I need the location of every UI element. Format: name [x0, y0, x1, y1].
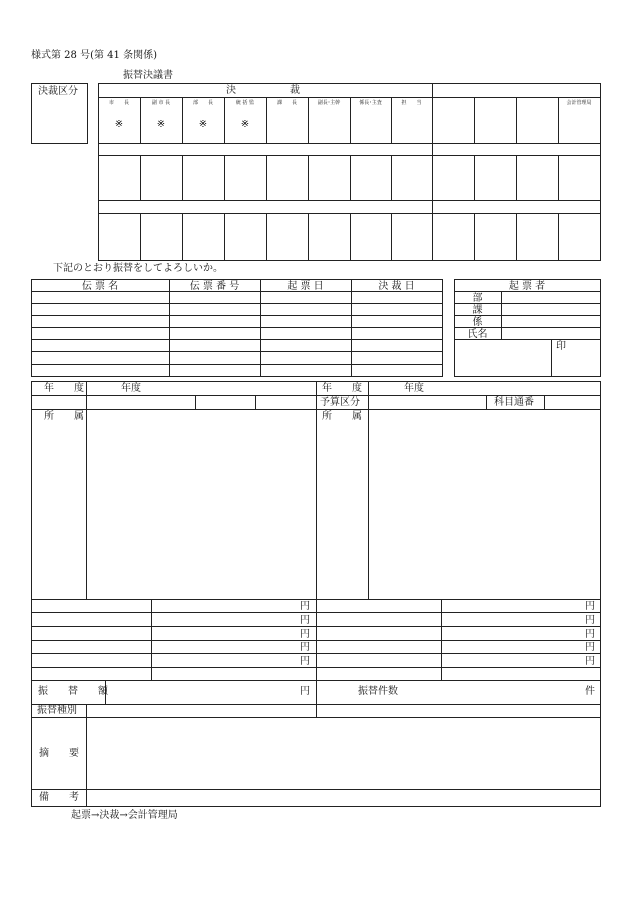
role-supervisor: 統 括 監 — [235, 100, 255, 106]
accounting-office-label: 会計管理局 — [566, 100, 592, 106]
role-mayor: 市 長 — [108, 100, 129, 106]
role-director: 部 長 — [192, 100, 213, 106]
role-vice-mayor: 副 市 長 — [151, 100, 171, 106]
budget-category-label: 予算区分 — [320, 397, 360, 408]
drafter-unit-label: 係 — [472, 317, 483, 328]
transfer-count-unit: 件 — [585, 686, 595, 697]
yen-right-4: 円 — [585, 642, 595, 653]
role-section-chief: 課 長 — [276, 100, 297, 106]
kessai-label-a: 決 — [226, 85, 236, 96]
doc-title: 振替決議書 — [123, 70, 173, 81]
decision-date-header: 決 裁 日 — [378, 281, 415, 292]
yen-left-5: 円 — [300, 656, 310, 667]
yen-right-5: 円 — [585, 656, 595, 667]
remarks-label: 備 考 — [39, 792, 79, 803]
transfer-amount-label: 振 替 額 — [38, 686, 108, 697]
summary-label: 摘 要 — [39, 748, 79, 759]
drafter-section-label: 課 — [472, 305, 483, 316]
role-staff: 担 当 — [401, 100, 422, 106]
role-subsection-chief: 係長･主査 — [359, 100, 382, 106]
slip-number-header: 伝 票 番 号 — [189, 281, 240, 292]
drafter-title: 起 票 者 — [508, 281, 546, 292]
mark-director: ※ — [198, 119, 208, 130]
seal-label: 印 — [556, 341, 566, 352]
mark-supervisor: ※ — [240, 119, 250, 130]
approval-category-label: 決裁区分 — [38, 86, 78, 97]
transfer-count-label: 振替件数 — [358, 686, 398, 697]
yen-left-3: 円 — [300, 629, 310, 640]
mark-vice-mayor: ※ — [156, 119, 166, 130]
drafter-name-label: 氏名 — [467, 329, 488, 340]
kessai-label-b: 裁 — [290, 85, 300, 96]
slip-date-header: 起 票 日 — [287, 281, 324, 292]
fiscal-year-label-left: 年 度 — [44, 383, 84, 394]
mark-mayor: ※ — [114, 119, 124, 130]
affiliation-label-right: 所 属 — [322, 411, 362, 422]
slip-name-header: 伝 票 名 — [81, 281, 119, 292]
intro-text: 下記のとおり振替をしてよろしいか。 — [53, 263, 223, 274]
subject-serial-label: 科目通番 — [494, 397, 534, 408]
role-deputy: 副長･主幹 — [317, 100, 341, 106]
fiscal-year-label-right: 年 度 — [322, 383, 362, 394]
transfer-type-label: 振替種別 — [37, 705, 77, 716]
yen-left-2: 円 — [300, 615, 310, 626]
fiscal-year-value-left: 年度 — [121, 383, 141, 394]
yen-right-2: 円 — [585, 615, 595, 626]
transfer-amount-yen: 円 — [300, 686, 310, 697]
yen-left-1: 円 — [300, 601, 310, 612]
yen-left-4: 円 — [300, 642, 310, 653]
drafter-dept-label: 部 — [472, 293, 483, 304]
yen-right-3: 円 — [585, 629, 595, 640]
affiliation-label-left: 所 属 — [44, 411, 84, 422]
yen-right-1: 円 — [585, 601, 595, 612]
footer-flow: 起票→決裁→会計管理局 — [71, 810, 178, 821]
form-number: 様式第 28 号(第 41 条関係) — [31, 50, 157, 61]
fiscal-year-value-right: 年度 — [404, 383, 424, 394]
